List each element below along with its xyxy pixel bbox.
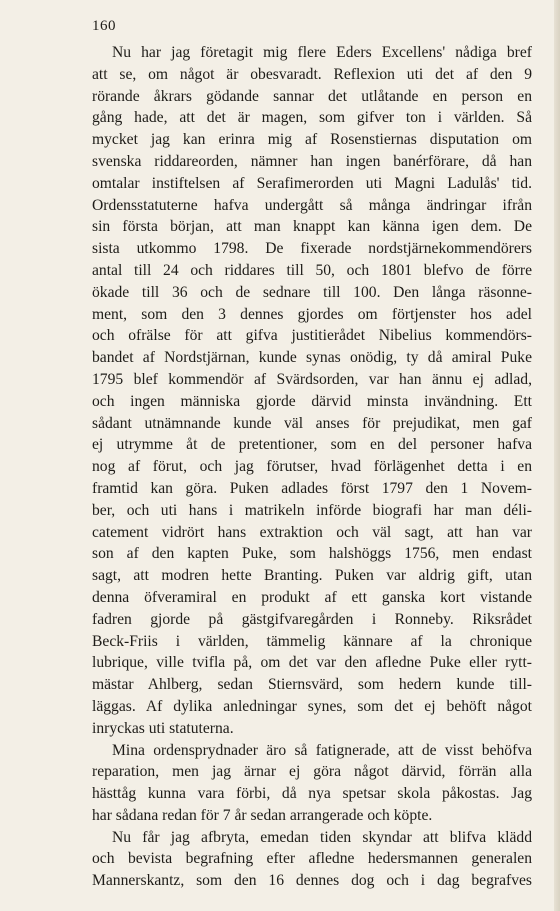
text-line: antal till 24 och riddares till 50, och 1801 blefvo de förre [92,261,532,279]
text-line: Nu har jag företagit mig flere Eders Excellens' nådiga bref [112,44,532,61]
text-line: ej utrymme åt de pretentioner, som en del personer hafva [92,436,532,454]
text-line: och bevista begrafning efter afledne hedersmannen generalen [92,850,532,868]
text-line: ment, som den 3 dennes gjordes om förtjenster hos adel [92,305,532,323]
text-line: denna öfveramiral en produkt af ett ganska kort vistande [92,588,532,606]
text-line: 1795 blef kommendör af Svärdsorden, var han ännu ej adlad, [92,370,532,388]
text-line: omtalar instiftelsen af Serafimerorden uti Magni Ladulås' tid. [92,174,532,192]
page-number: 160 [92,18,116,34]
text-line: Mannerskantz, som den 16 dennes dog och i dag begrafves [92,872,532,890]
paragraph [92,740,532,827]
text-line: och ingen människa gjorde därvid minsta invändning. Ett [92,392,532,410]
text-line: och ofrälse för att gifva justitierådet Nibelius kommendörs- [92,327,532,345]
text-line: catement vidrört hans extraktion och väl sagt, att han var [92,523,532,541]
page-edge-shadow [554,0,560,911]
text-line: sista utkommo 1798. De fixerade nordstjärnekommendörers [92,240,532,258]
text-line: Ordensstatuterne hafva undergått så många ändringar ifrån [92,196,532,214]
text-line: son af den kapten Puke, som halshöggs 1756, men endast [92,545,532,563]
text-line: svenska riddareorden, nämner han ingen banérförare, då han [92,152,532,170]
text-line: hästtåg kunna vara förbi, då nya spetsar skola påkostas. Jag [92,785,532,803]
text-line: sådant utnämnande kunde väl anses för prejudikat, men gaf [92,414,532,432]
text-line: Beck-Friis i världen, tämmelig kännare af la chronique [92,632,532,650]
text-line: inryckas uti statuterna. [92,719,234,737]
text-line: bandet af Nordstjärnan, kunde synas onödig, ty då amiral Puke [92,349,532,367]
text-line: sagt, att modren hette Branting. Puken var aldrig gift, utan [92,567,532,585]
text-line: läggas. Af dylika anledningar synes, som det ej behöft något [92,697,532,715]
text-line: att se, om något är obesvaradt. Reflexion uti det af den 9 [92,65,532,83]
text-line: rörande åkrars gödande sannar det utlåtande en person en [92,87,532,105]
text-line: gång hade, att det är magen, som gifver ton i världen. Så [92,109,532,127]
text-line: lubrique, ville tvifla på, om det var den afledne Puke eller rytt- [92,654,532,672]
text-line: Nu får jag afbryta, emedan tiden skyndar att blifva klädd [112,828,532,846]
paragraph [92,42,532,740]
text-line: ökade till 36 och de sednare till 100. Den långa räsonne- [92,283,532,301]
text-line: fadren gjorde på gästgifvaregården i Ronneby. Riksrådet [92,610,532,628]
text-line: mycket jag kan erinra mig af Rosenstiernas disputation om [92,131,532,149]
paragraph [92,827,532,892]
text-line: Mina ordensprydnader äro så fatignerade, att de visst behöfva [112,741,532,759]
text-line: har sådana redan för 7 år sedan arrangerade och köpte. [92,806,433,824]
text-line: reparation, men jag ärnar ej göra något därvid, förrän alla [92,763,532,781]
text-line: mästar Ahlberg, sedan Stiernsvärd, som hedern kunde till- [92,676,532,694]
text-line: ber, och uti hans i matrikeln införde biografi har man déli- [92,501,532,519]
body-text [92,42,532,892]
text-line: nog af förut, och jag förutser, hvad förlägenhet detta i en [92,458,532,476]
text-line: sin första början, att man knappt kan känna igen dem. De [92,218,532,236]
text-line: framtid kan göra. Puken adlades först 1797 den 1 Novem- [92,479,532,497]
